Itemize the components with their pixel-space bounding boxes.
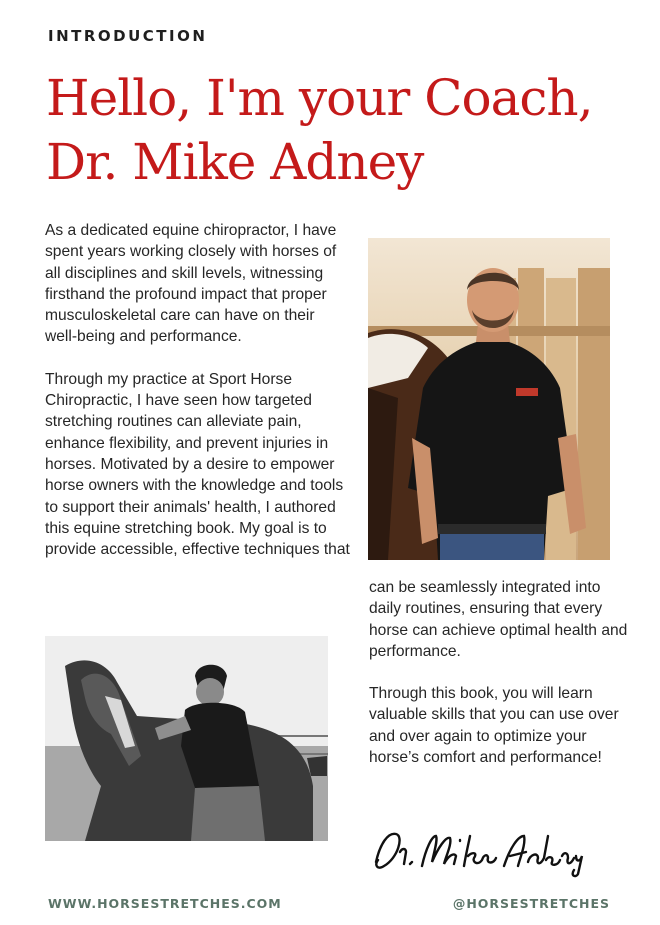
intro-paragraph-1: As a dedicated equine chiropractor, I have spent years working closely with horses of all disciplines and skill levels, witnessing firsthand the profound impact that proper musculoskeletal care can have on their well-being and performance. (45, 222, 337, 346)
page-title-line-1: Hello, I'm your Coach, (46, 69, 593, 127)
page-title-line-2: Dr. Mike Adney (46, 133, 424, 191)
social-handle[interactable]: @HORSESTRETCHES (452, 896, 610, 911)
right-column (369, 577, 629, 789)
section-label: INTRODUCTION (48, 27, 208, 45)
website-link[interactable]: WWW.HORSESTRETCHES.COM (48, 896, 282, 911)
bw-adjustment-photo (45, 636, 328, 841)
page-title (46, 66, 646, 194)
author-signature (370, 822, 610, 878)
intro-paragraph-3: Through this book, you will learn valuable skills that you can use over and over again to optimize your horse’s comfort and performance! (369, 685, 619, 767)
intro-paragraph-2-continued: can be seamlessly integrated into daily routines, ensuring that every horse can achieve optimal health and performance. (369, 579, 628, 660)
coach-portrait-photo (368, 238, 610, 560)
left-column (45, 220, 350, 581)
intro-paragraph-2: Through my practice at Sport Horse Chiropractic, I have seen how targeted stretching routines can alleviate pain, enhance flexibility, and prevent injuries in horses. Motivated by a desire to empower horse owners with the knowledge and tools to support their animals' health, I authored this equine stretching book. My goal is to provide accessible, effective techniques that (45, 370, 350, 559)
